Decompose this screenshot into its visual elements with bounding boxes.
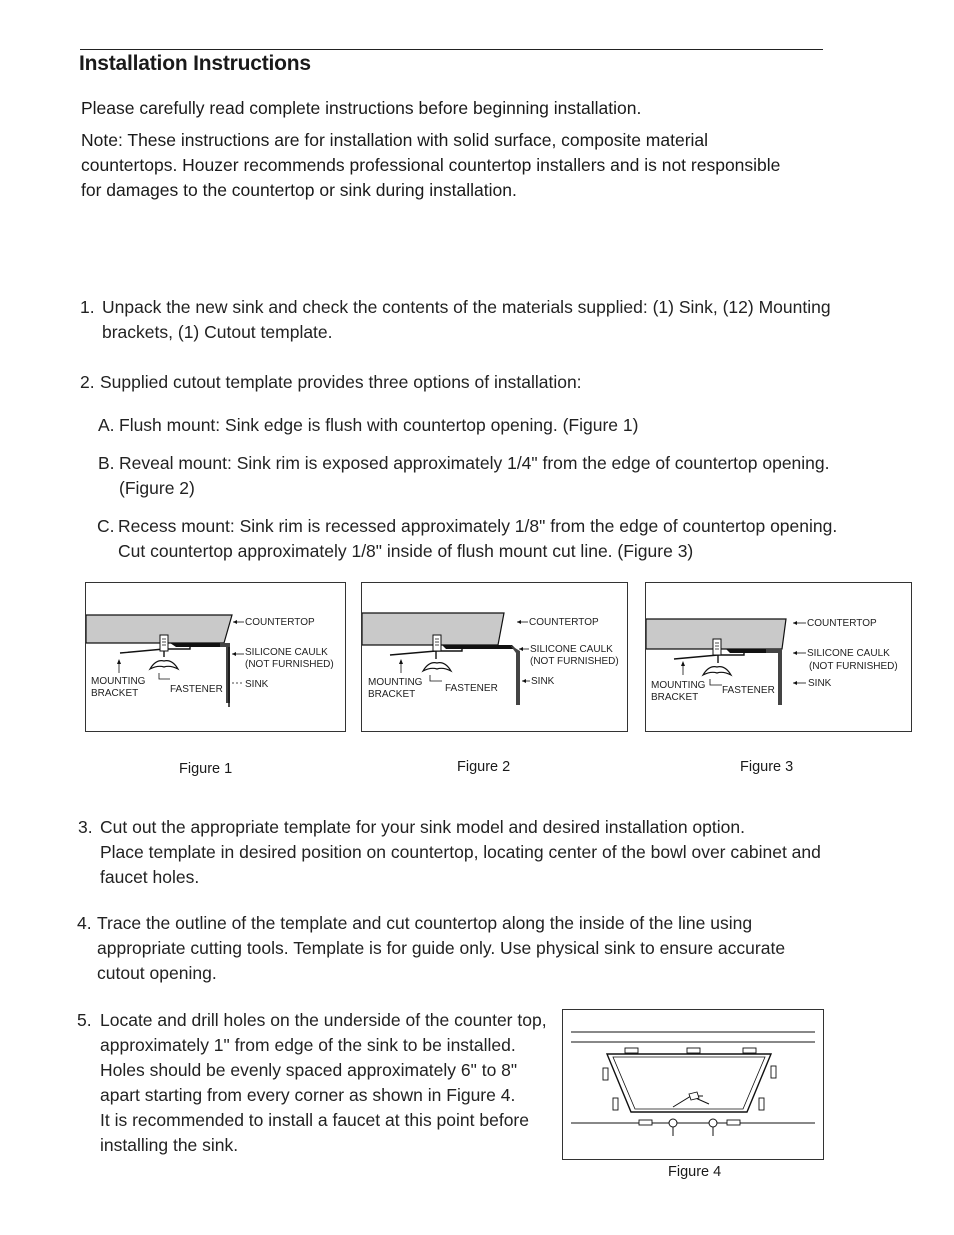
- label-caulk-2: (NOT FURNISHED): [809, 661, 898, 672]
- sink-wall: [766, 649, 782, 705]
- caption-figure-4: Figure 4: [668, 1164, 722, 1180]
- label-sink: SINK: [245, 679, 269, 690]
- step-5-line-4: apart starting from every corner as shown in Figure 4.: [100, 1085, 516, 1105]
- step-1-number: 1.: [80, 297, 95, 317]
- step-4-line-3: cutout opening.: [97, 963, 217, 983]
- option-b-letter: B.: [98, 453, 115, 473]
- label-fastener: FASTENER: [170, 684, 223, 695]
- label-caulk-2: (NOT FURNISHED): [530, 656, 619, 667]
- caulk-shape: [442, 645, 516, 649]
- step-4-number: 4.: [77, 913, 92, 933]
- step-5-line-3: Holes should be evenly spaced approximately 6" to 8": [100, 1060, 518, 1080]
- label-caulk-1: SILICONE CAULK: [530, 644, 613, 655]
- label-fastener: FASTENER: [445, 683, 498, 694]
- option-b-line-2: (Figure 2): [119, 478, 195, 498]
- step-3-line-1: Cut out the appropriate template for your sink model and desired installation option.: [100, 817, 745, 837]
- label-bracket-1: MOUNTING: [368, 677, 423, 688]
- label-sink: SINK: [808, 678, 832, 689]
- label-bracket-1: MOUNTING: [91, 676, 146, 687]
- label-caulk-1: SILICONE CAULK: [807, 648, 890, 659]
- caption-figure-3: Figure 3: [740, 759, 794, 775]
- caption-figure-2: Figure 2: [457, 759, 511, 775]
- label-caulk-2: (NOT FURNISHED): [245, 659, 334, 670]
- option-a-letter: A.: [98, 415, 115, 435]
- note-line-1: Note: These instructions are for installation with solid surface, composite material: [81, 130, 709, 150]
- step-2-line-1: Supplied cutout template provides three options of installation:: [100, 372, 582, 392]
- figure-4-drill-holes: [562, 1009, 824, 1160]
- step-5-line-6: installing the sink.: [100, 1135, 239, 1155]
- label-fastener: FASTENER: [722, 685, 775, 696]
- wing-nut: [423, 663, 451, 671]
- page-title: Installation Instructions: [79, 52, 311, 75]
- step-4-line-1: Trace the outline of the template and cut countertop along the inside of the line using: [97, 913, 753, 933]
- note-line-3: for damages to the countertop or sink during installation.: [81, 180, 517, 200]
- top-rule: [80, 49, 823, 50]
- caption-figure-1: Figure 1: [179, 761, 233, 777]
- label-bracket-2: BRACKET: [91, 688, 139, 699]
- label-countertop: COUNTERTOP: [529, 617, 599, 628]
- option-c-line-1: Recess mount: Sink rim is recessed approximately 1/8" from the edge of countertop opening.: [118, 516, 838, 536]
- step-1-line-1: Unpack the new sink and check the contents of the materials supplied: (1) Sink, (12) Mounting: [102, 297, 831, 317]
- step-2-number: 2.: [80, 372, 95, 392]
- wing-nut: [703, 667, 731, 675]
- figure-1-flush-mount: [85, 582, 346, 732]
- note-line-2: countertops. Houzer recommends professional countertop installers and is not responsible: [81, 155, 781, 175]
- bolt: [160, 635, 168, 651]
- step-5-number: 5.: [77, 1010, 92, 1030]
- label-sink: SINK: [531, 676, 555, 687]
- option-c-line-2: Cut countertop approximately 1/8" inside of flush mount cut line. (Figure 3): [118, 541, 694, 561]
- step-5-line-5: It is recommended to install a faucet at this point before: [100, 1110, 529, 1130]
- sink-outline: [607, 1054, 771, 1112]
- faucet-supply-lines: [669, 1119, 717, 1136]
- bolt: [713, 639, 721, 655]
- bolt: [433, 635, 441, 651]
- label-bracket-1: MOUNTING: [651, 680, 706, 691]
- label-caulk-1: SILICONE CAULK: [245, 647, 328, 658]
- option-c-letter: C.: [97, 516, 115, 536]
- sink-wall: [510, 645, 520, 705]
- figure-3-recess-mount: [645, 582, 912, 732]
- step-3-number: 3.: [78, 817, 93, 837]
- label-bracket-2: BRACKET: [651, 692, 699, 703]
- countertop-shape: [86, 615, 232, 643]
- option-b-line-1: Reveal mount: Sink rim is exposed approximately 1/4" from the edge of countertop opening.: [119, 453, 830, 473]
- wing-nut: [150, 661, 178, 669]
- label-countertop: COUNTERTOP: [807, 618, 877, 629]
- figure-2-reveal-mount: [361, 582, 628, 732]
- step-4-line-2: appropriate cutting tools. Template is for guide only. Use physical sink to ensure accurate: [97, 938, 786, 958]
- step-3-line-2: Place template in desired position on countertop, locating center of the bowl over cabinet and: [100, 842, 821, 862]
- step-5-line-1: Locate and drill holes on the underside of the counter top,: [100, 1010, 547, 1030]
- step-5-line-2: approximately 1" from edge of the sink to be installed.: [100, 1035, 516, 1055]
- option-a-line-1: Flush mount: Sink edge is flush with countertop opening. (Figure 1): [119, 415, 639, 435]
- label-countertop: COUNTERTOP: [245, 617, 315, 628]
- label-bracket-2: BRACKET: [368, 689, 416, 700]
- read-notice: Please carefully read complete instructions before beginning installation.: [81, 98, 642, 118]
- step-3-line-3: faucet holes.: [100, 867, 200, 887]
- step-1-line-2: brackets, (1) Cutout template.: [102, 322, 333, 342]
